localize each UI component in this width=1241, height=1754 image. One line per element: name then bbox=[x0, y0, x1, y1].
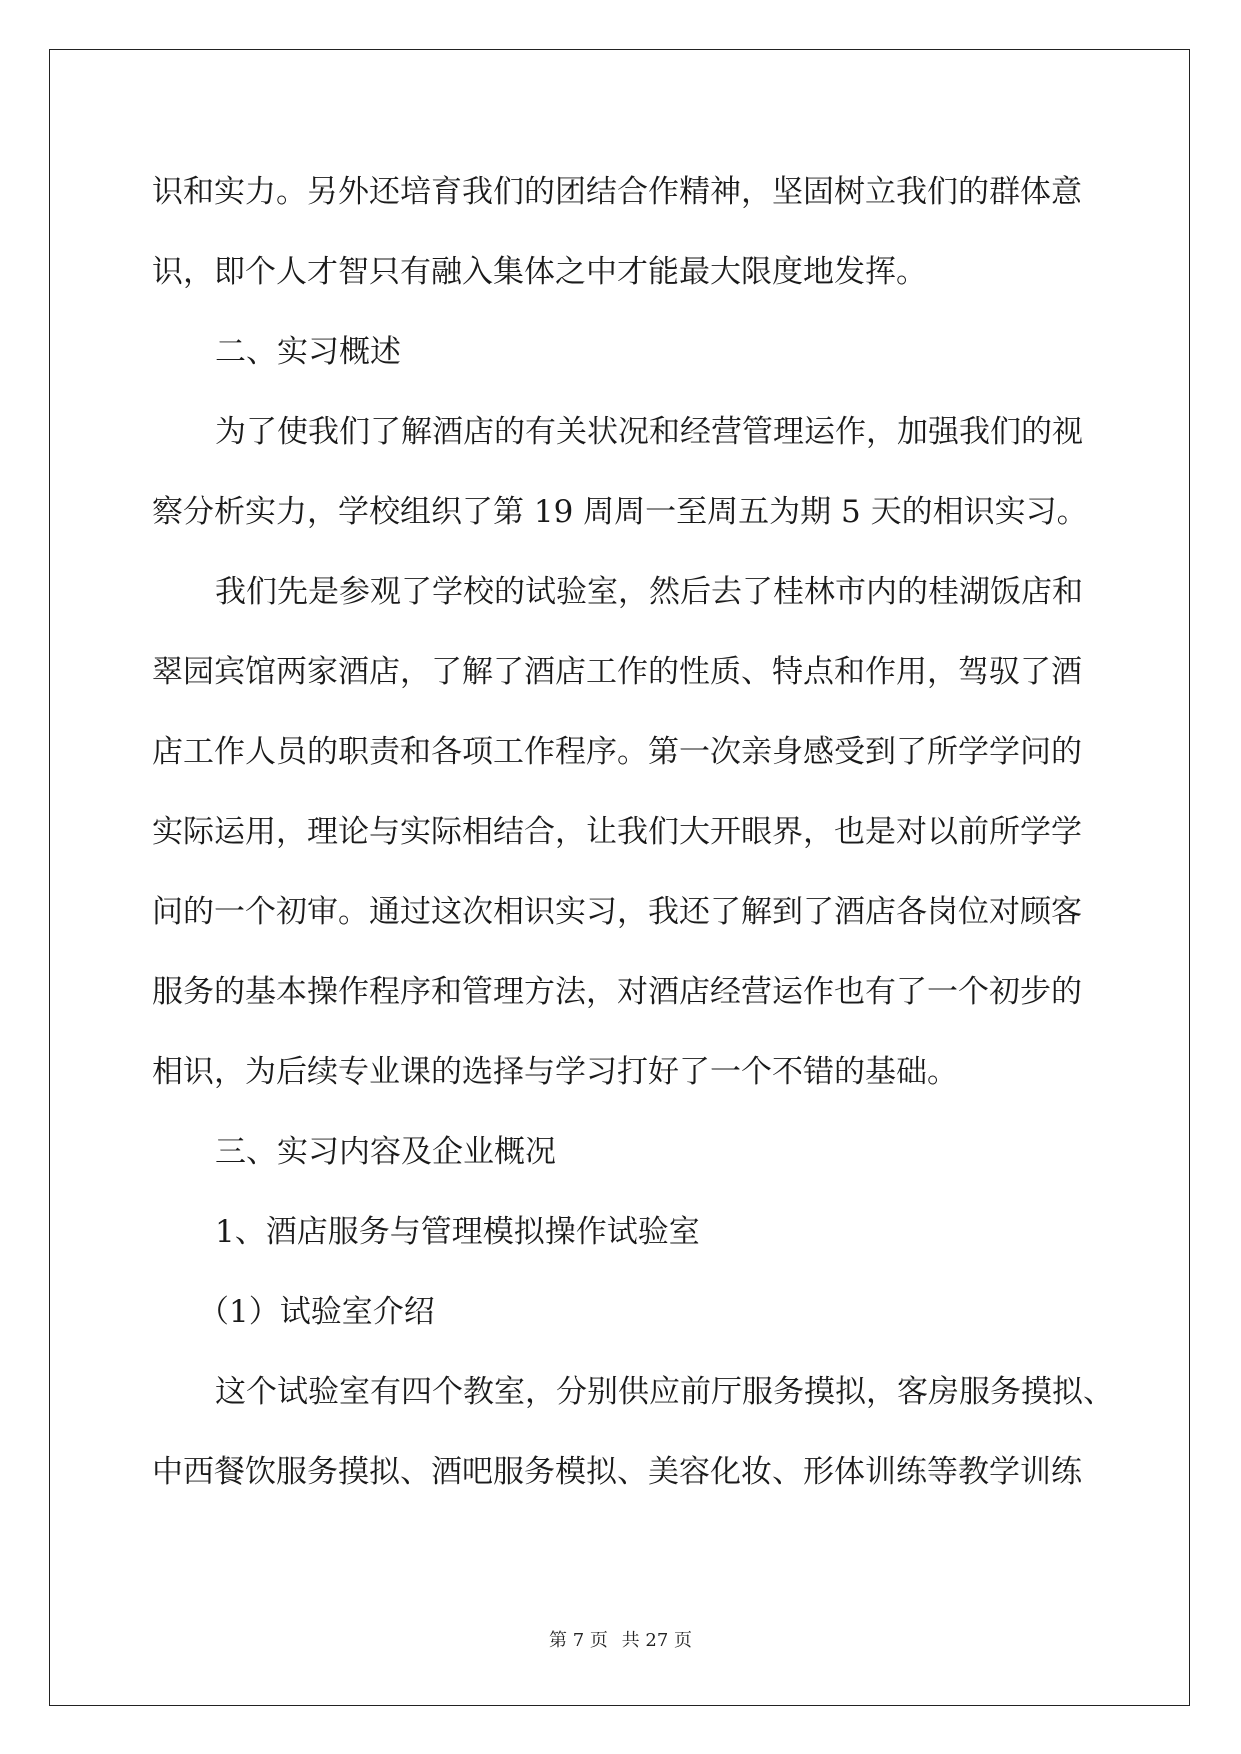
section-heading: 二、实习概述 bbox=[215, 334, 401, 370]
page-number: 第 7 页 bbox=[549, 1630, 608, 1651]
paragraph-line: 相识，为后续专业课的选择与学习打好了一个不错的基础。 bbox=[152, 1054, 958, 1090]
paragraph-line: 察分析实力，学校组织了第 19 周周一至周五为期 5 天的相识实习。 bbox=[152, 494, 1088, 530]
subsection-heading: （1）试验室介绍 bbox=[198, 1294, 435, 1330]
paragraph-line: 这个试验室有四个教室，分别供应前厅服务摸拟，客房服务摸拟、 bbox=[215, 1374, 1114, 1410]
paragraph-line: 识，即个人才智只有融入集体之中才能最大限度地发挥。 bbox=[152, 254, 927, 290]
section-heading: 三、实习内容及企业概况 bbox=[215, 1134, 556, 1170]
page-footer bbox=[0, 1630, 1241, 1652]
paragraph-line: 中西餐饮服务摸拟、酒吧服务模拟、美容化妆、形体训练等教学训练 bbox=[152, 1454, 1082, 1490]
paragraph-line: 翠园宾馆两家酒店，了解了酒店工作的性质、特点和作用，驾驭了酒 bbox=[152, 654, 1082, 690]
paragraph-line: 实际运用，理论与实际相结合，让我们大开眼界，也是对以前所学学 bbox=[152, 814, 1082, 850]
paragraph-line: 店工作人员的职责和各项工作程序。第一次亲身感受到了所学学问的 bbox=[152, 734, 1082, 770]
subsection-heading: 1、酒店服务与管理模拟操作试验室 bbox=[215, 1214, 700, 1250]
paragraph-line: 识和实力。另外还培育我们的团结合作精神，坚固树立我们的群体意 bbox=[152, 174, 1082, 210]
paragraph-line: 问的一个初审。通过这次相识实习，我还了解到了酒店各岗位对顾客 bbox=[152, 894, 1082, 930]
paragraph-line: 我们先是参观了学校的试验室，然后去了桂林市内的桂湖饭店和 bbox=[215, 574, 1083, 610]
paragraph-line: 为了使我们了解酒店的有关状况和经营管理运作，加强我们的视 bbox=[215, 414, 1083, 450]
paragraph-line: 服务的基本操作程序和管理方法，对酒店经营运作也有了一个初步的 bbox=[152, 974, 1082, 1010]
page-total: 共 27 页 bbox=[621, 1630, 692, 1651]
